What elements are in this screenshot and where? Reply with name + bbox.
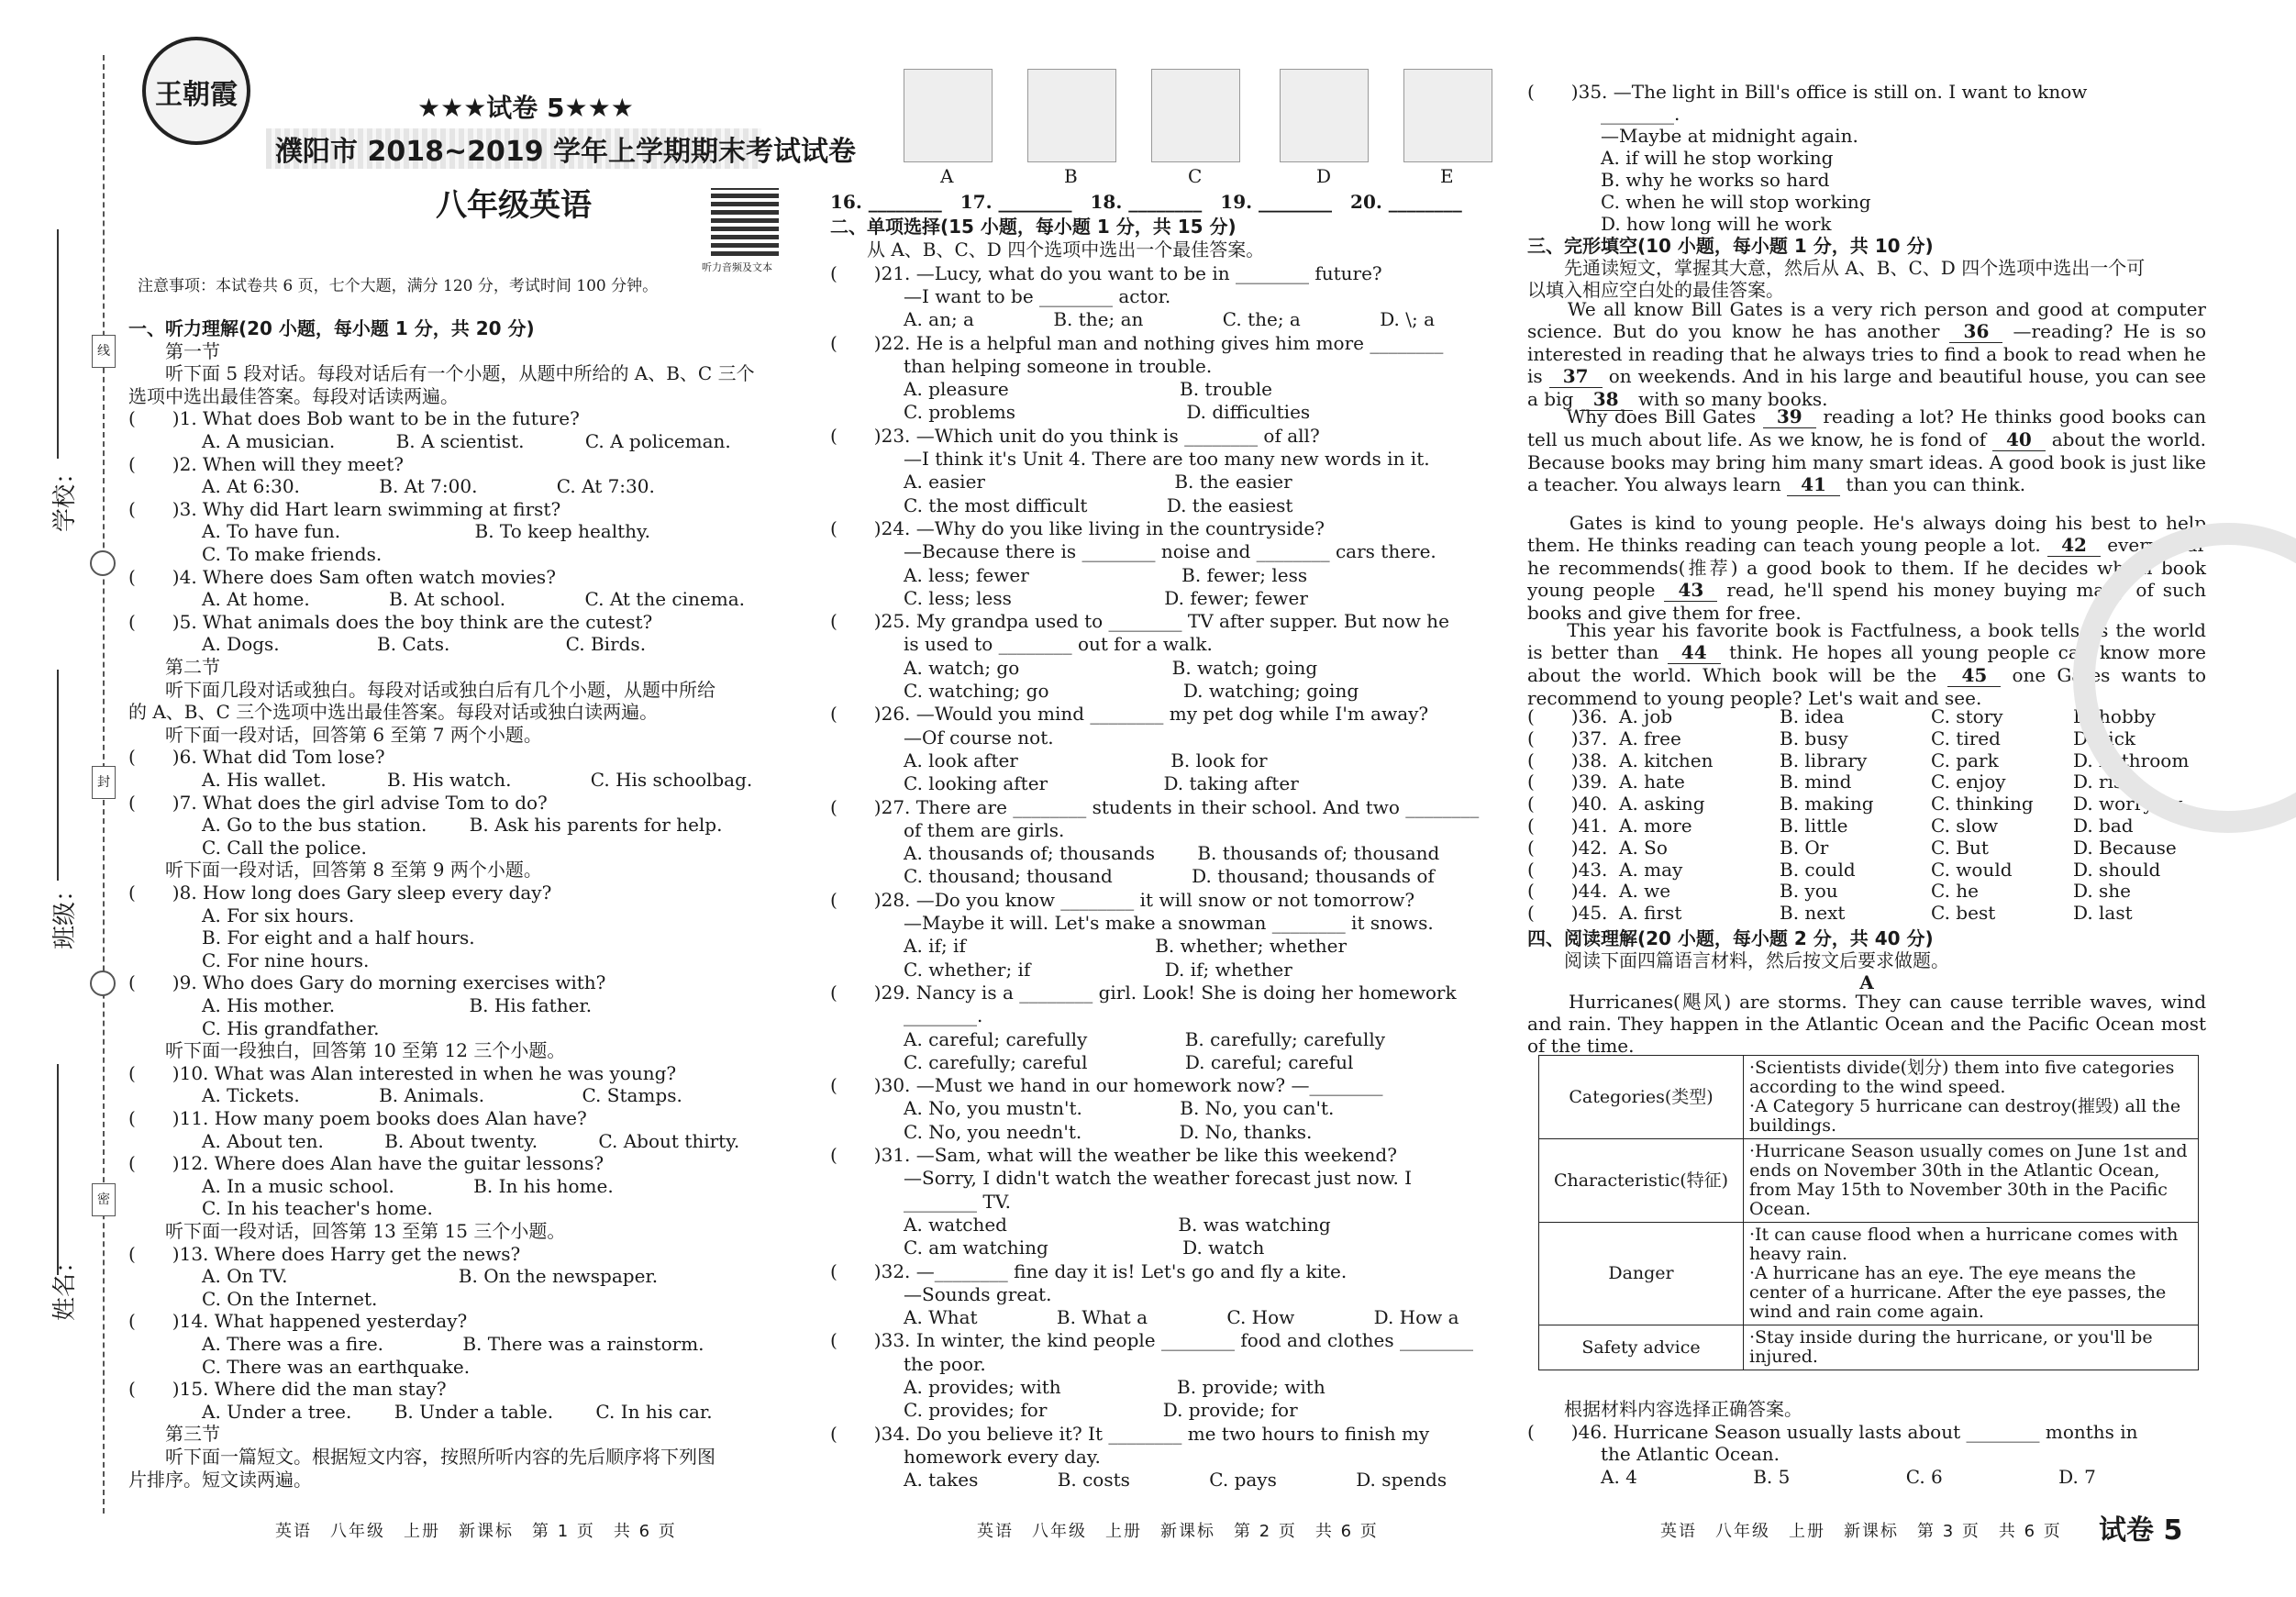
paper-badge: 试卷 5 xyxy=(2099,1514,2183,1547)
question-line: A. if will he stop working xyxy=(1527,147,1834,169)
question-line: C. provides; for D. provide; for xyxy=(830,1399,1298,1422)
question-line: —Of course not. xyxy=(830,726,1054,749)
cloze-text: Why does Bill Gates xyxy=(1527,405,1763,427)
question-line: A. pleasure B. trouble xyxy=(830,378,1272,401)
question-line: 听下面一段对话，回答第 13 至第 15 三个小题。 xyxy=(128,1220,566,1242)
question-line: ( )6. What did Tom lose? xyxy=(128,746,385,769)
margin-tag-line: 线 xyxy=(92,335,116,368)
question-line: C. looking after D. taking after xyxy=(830,772,1299,795)
question-line: 一、听力理解(20 小题，每小题 1 分，共 20 分) xyxy=(128,317,535,339)
question-line: A. easier B. the easier xyxy=(830,471,1292,494)
question-line: 第二节 xyxy=(128,656,220,678)
question-line: C. Call the police. xyxy=(128,836,367,859)
question-line: ( )8. How long does Gary sleep every day? xyxy=(128,882,552,904)
question-line: of them are girls. xyxy=(830,818,1065,841)
footer-page-1: 英语 八年级 上册 新课标 第 1 页 共 6 页 xyxy=(275,1522,677,1541)
question-line: A. No, you mustn't. B. No, you can't. xyxy=(830,1097,1335,1120)
table-cell xyxy=(1744,1325,2199,1370)
answer-option[interactable]: D. risk xyxy=(2073,771,2135,793)
paper-number: ★★★试卷 5★★★ xyxy=(417,93,634,123)
answer-option[interactable]: D. bathroom xyxy=(2073,749,2190,771)
table-bullet: ·A hurricane has an eye. The eye means the center of a hurricane. After the eye passes, the wind and rain come again. xyxy=(1749,1263,2167,1322)
cloze-text: than you can think. xyxy=(1840,473,2026,495)
question-line: C. No, you needn't. D. No, thanks. xyxy=(830,1120,1313,1143)
answer-option[interactable]: B. Or xyxy=(1780,836,1829,859)
question-line: A. if; if B. whether; whether xyxy=(830,935,1348,958)
question-line: A. look after B. look for xyxy=(830,749,1268,771)
picture-label: E xyxy=(1440,165,1454,187)
question-line: ( )3. Why did Hart learn swimming at first? xyxy=(128,497,561,520)
answer-option[interactable]: D. hobby xyxy=(2073,705,2156,727)
cloze-text: one Gates wants to recommend to young people? Let's wait and see. xyxy=(1527,664,2206,709)
class-label: 班级： xyxy=(51,877,79,949)
answer-option[interactable]: A. may xyxy=(1619,858,1683,881)
table-cell xyxy=(1744,1056,2199,1139)
question-line: A. About ten. B. About twenty. C. About thirty. xyxy=(128,1129,740,1152)
picture-label: D xyxy=(1316,165,1332,187)
question-line: A. less; fewer B. fewer; less xyxy=(830,563,1308,586)
question-line: A. On TV. B. On the newspaper. xyxy=(128,1265,659,1288)
question-line: ( )1. What does Bob want to be in the future? xyxy=(128,407,580,430)
question-line: ( )7. What does the girl advise Tom to do? xyxy=(128,791,548,814)
answer-option[interactable]: C. best xyxy=(1931,902,1996,925)
name-label: 姓名： xyxy=(51,1248,79,1321)
question-line: 片排序。短文读两遍。 xyxy=(128,1468,312,1491)
answer-option[interactable]: A. job xyxy=(1619,705,1673,727)
cloze-text: every year he recommends(推荐) a good book to them. If he decides which book young people xyxy=(1527,534,2207,601)
answer-option[interactable]: D. she xyxy=(2073,880,2132,903)
cloze-blank: 40 xyxy=(1992,428,2046,451)
cloze-paragraph xyxy=(1527,298,2206,411)
answer-option[interactable]: A. asking xyxy=(1619,793,1705,815)
question-line: 听下面一段对话，回答第 6 至第 7 两个小题。 xyxy=(128,723,542,746)
question-line: homework every day. xyxy=(830,1445,1101,1468)
question-line: ( )12. Where does Alan have the guitar lessons? xyxy=(128,1152,605,1175)
question-line: C. There was an earthquake. xyxy=(128,1355,471,1378)
answer-option[interactable]: A. hate xyxy=(1619,771,1685,793)
question-line: 听下面一篇短文。根据短文内容，按照所听内容的先后顺序将下列图 xyxy=(128,1446,715,1468)
question-line: C. when he will stop working xyxy=(1527,191,1871,213)
question-line: —Sounds great. xyxy=(830,1282,1052,1305)
table-cell xyxy=(1744,1139,2199,1223)
question-line: C. His grandfather. xyxy=(128,1016,380,1039)
question-line: C. the most difficult D. the easiest xyxy=(830,494,1293,516)
hole-icon xyxy=(90,970,116,996)
question-number: ( )44. xyxy=(1527,880,1608,903)
class-fill-line xyxy=(57,670,59,881)
answer-option[interactable]: C. story xyxy=(1931,705,2003,727)
question-line: 选项中选出最佳答案。每段对话读两遍。 xyxy=(128,384,459,407)
question-number: ( )39. xyxy=(1527,771,1608,793)
table-bullet: ·A Category 5 hurricane can destroy(摧毁) all the buildings. xyxy=(1749,1096,2181,1136)
question-line: A. For six hours. xyxy=(128,904,355,926)
question-line: —Because there is ________ noise and ________ cars there. xyxy=(830,540,1436,563)
question-line: A. provides; with B. provide; with xyxy=(830,1376,1325,1398)
answer-option[interactable]: B. idea xyxy=(1780,705,1845,727)
question-line: 根据材料内容选择正确答案。 xyxy=(1527,1398,1802,1420)
cloze-blank: 39 xyxy=(1763,405,1816,428)
question-line: ( )35. —The light in Bill's office is still on. I want to know xyxy=(1527,81,2088,103)
reading-heading: 四、阅读理解(20 小题，每小题 2 分，共 40 分) xyxy=(1527,927,1934,949)
answer-option[interactable]: C. slow xyxy=(1931,815,1999,837)
question-line: 的 A、B、C 三个选项中选出最佳答案。每段对话或独白读两遍。 xyxy=(128,701,659,724)
question-line: ( )26. —Would you mind ________ my pet dog while I'm away? xyxy=(830,703,1429,726)
question-line: —Maybe it will. Let's make a snowman ________ it snows. xyxy=(830,912,1434,934)
question-line: ________ TV. xyxy=(830,1190,1012,1213)
cloze-blank: 44 xyxy=(1668,641,1721,664)
cloze-text: about the world. Because books may bring him many smart ideas. A good book is just like a teacher. You always learn xyxy=(1527,428,2206,495)
question-line: the poor. xyxy=(830,1352,986,1375)
answer-option[interactable]: C. But xyxy=(1931,836,1989,859)
question-line: A. At 6:30. B. At 7:00. C. At 7:30. xyxy=(128,475,655,498)
question-number: ( )40. xyxy=(1527,793,1608,815)
question-line: ( )9. Who does Gary do morning exercises with? xyxy=(128,971,606,994)
question-line: ( )28. —Do you know ________ it will snow or not tomorrow? xyxy=(830,888,1415,911)
qr-caption: 听力音频及文本 xyxy=(702,261,772,273)
answer-option[interactable]: D. sick xyxy=(2073,726,2136,749)
question-line: A. To have fun. B. To keep healthy. xyxy=(128,520,651,543)
question-line: C. carefully; careful D. careful; careful xyxy=(830,1050,1354,1073)
table-bullet: ·Stay inside during the hurricane, or you'll be injured. xyxy=(1749,1327,2153,1367)
question-line: C. For nine hours. xyxy=(128,948,370,971)
cloze-blank: 45 xyxy=(1947,664,2001,687)
name-fill-line xyxy=(57,1064,59,1275)
question-line: 三、完形填空(10 小题，每小题 1 分，共 10 分) xyxy=(1527,235,1934,257)
reading-heading: A xyxy=(1859,971,1874,993)
question-line: 二、单项选择(15 小题，每小题 1 分，共 15 分) xyxy=(830,216,1237,238)
question-line: A. thousands of; thousands B. thousands of; thousand xyxy=(830,842,1440,865)
question-line: C. On the Internet. xyxy=(128,1287,378,1310)
answer-option[interactable]: D. worrying xyxy=(2073,793,2183,815)
picture-a-basketball-icon xyxy=(904,69,993,162)
cloze-text: This year his favorite book is Factfulness, a book tells us the world is better than xyxy=(1527,619,2206,663)
question-number: ( )41. xyxy=(1527,815,1608,837)
cloze-text: think. He hopes all young people can know more about the world. Which book will be the xyxy=(1527,641,2206,686)
cloze-text: We all know Bill Gates is a very rich person and good at computer science. But do you know he has another xyxy=(1527,298,2206,342)
question-line: A. takes B. costs C. pays D. spends xyxy=(830,1469,1447,1492)
question-line: B. For eight and a half hours. xyxy=(128,926,475,949)
cloze-text: reading a lot? He thinks good books can tell us much about life. As we know, he is fond of xyxy=(1527,405,2206,450)
question-line: ( )30. —Must we hand in our homework now? —________ xyxy=(830,1074,1383,1097)
picture-label: A xyxy=(940,165,954,187)
answer-option[interactable]: A. first xyxy=(1619,902,1682,925)
cloze-text: Gates is kind to young people. He's always doing his best to help them. He thinks reading can teach young people a lot. xyxy=(1527,512,2206,556)
exam-subtitle: 八年级英语 xyxy=(436,187,592,224)
footer-page-2: 英语 八年级 上册 新课标 第 2 页 共 6 页 xyxy=(977,1522,1379,1541)
question-line: A. His wallet. B. His watch. C. His schoolbag. xyxy=(128,769,753,791)
cloze-text: read, he'll spend his money buying many of such books and give them for free. xyxy=(1527,579,2207,624)
hole-icon xyxy=(90,550,116,576)
question-line: 以填入相应空白处的最佳答案。 xyxy=(1527,279,1784,301)
answer-option[interactable]: B. mind xyxy=(1780,771,1852,793)
question-line: C. am watching D. watch xyxy=(830,1237,1265,1259)
picture-e-sleeping-icon xyxy=(1403,69,1492,162)
table-header-cell: Categories(类型) xyxy=(1539,1056,1744,1139)
question-line: A. His mother. B. His father. xyxy=(128,994,593,1016)
question-number: ( )37. xyxy=(1527,726,1608,749)
answer-option[interactable]: B. busy xyxy=(1780,726,1848,749)
question-line: A. Go to the bus station. B. Ask his parents for help. xyxy=(128,814,723,837)
question-line: ( )21. —Lucy, what do you want to be in ________ future? xyxy=(830,261,1382,284)
question-line: 第三节 xyxy=(128,1423,220,1446)
question-line: C. To make friends. xyxy=(128,543,383,565)
question-line: ( )34. Do you believe it? It ________ me two hours to finish my xyxy=(830,1422,1430,1445)
question-line: ________. xyxy=(1527,103,1680,125)
question-line: ( )14. What happened yesterday? xyxy=(128,1310,468,1333)
question-line: C. In his teacher's home. xyxy=(128,1197,433,1220)
answer-option[interactable]: C. would xyxy=(1931,858,2013,881)
question-line: A. watch; go B. watch; going xyxy=(830,656,1318,679)
question-line: A. Tickets. B. Animals. C. Stamps. xyxy=(128,1084,682,1107)
table-row xyxy=(1539,1325,2199,1370)
picture-answer-row: 16. ________ 17. ________ 18. ________ 19. ________ 20. ________ xyxy=(830,191,1462,213)
table-header-cell: Safety advice xyxy=(1539,1325,1744,1370)
answer-option[interactable]: C. park xyxy=(1931,749,1999,771)
picture-label: B xyxy=(1064,165,1078,187)
cloze-blank: 36 xyxy=(1949,320,2002,343)
reading-intro: Hurricanes(飓风) are storms. They can cause terrible waves, wind and rain. They happen in the Atlantic Ocean and the Pacific Ocean most of the time. xyxy=(1527,991,2206,1057)
question-line: ( )46. Hurricane Season usually lasts about ________ months in xyxy=(1527,1420,2138,1443)
question-line: ( )5. What animals does the boy think are the cutest? xyxy=(128,610,653,633)
cloze-blank: 41 xyxy=(1787,473,1840,496)
question-line: 听下面一段对话，回答第 8 至第 9 两个小题。 xyxy=(128,859,542,882)
answer-option[interactable]: C. thinking xyxy=(1931,793,2034,815)
question-line: ( )23. —Which unit do you think is ________ of all? xyxy=(830,424,1320,447)
question-line: —I want to be ________ actor. xyxy=(830,284,1171,307)
question-line: ( )24. —Why do you like living in the countryside? xyxy=(830,516,1325,539)
question-line: ( )4. Where does Sam often watch movies? xyxy=(128,565,556,588)
question-line: than helping someone in trouble. xyxy=(830,354,1213,377)
question-line: ________. xyxy=(830,1004,983,1027)
table-bullet: ·It can cause flood when a hurricane comes with heavy rain. xyxy=(1749,1225,2179,1264)
question-line: A. There was a fire. B. There was a rainstorm. xyxy=(128,1333,704,1355)
picture-c-family-icon xyxy=(1151,69,1240,162)
question-line: C. whether; if D. if; whether xyxy=(830,958,1292,981)
question-line: ( )15. Where did the man stay? xyxy=(128,1378,447,1401)
answer-option[interactable]: D. should xyxy=(2073,858,2161,881)
answer-option[interactable]: A. kitchen xyxy=(1619,749,1714,771)
question-line: A. an; a B. the; an C. the; a D. \; a xyxy=(830,308,1435,331)
question-line: —I think it's Unit 4. There are too many new words in it. xyxy=(830,448,1430,470)
answer-option[interactable]: B. you xyxy=(1780,880,1838,903)
question-line: 第一节 xyxy=(128,339,220,362)
cloze-blank: 43 xyxy=(1664,579,1717,602)
answer-option[interactable]: C. he xyxy=(1931,880,1980,903)
answer-option[interactable]: D. bad xyxy=(2073,815,2134,837)
question-line: D. how long will he work xyxy=(1527,213,1832,235)
margin-tag-secret: 密 xyxy=(92,1183,116,1216)
margin-tag-seal: 封 xyxy=(92,766,116,799)
question-line: A. Under a tree. B. Under a table. C. In his car. xyxy=(128,1400,713,1423)
answer-option[interactable]: C. tired xyxy=(1931,726,2001,749)
picture-d-computer-icon xyxy=(1280,69,1369,162)
table-bullet: ·Hurricane Season usually comes on June 1st and ends on November 30th in the Atlantic Ocean, from May 15th to November 30th in the Pacific Ocean. xyxy=(1749,1141,2188,1219)
question-number: ( )42. xyxy=(1527,836,1608,859)
answer-option[interactable]: C. enjoy xyxy=(1931,771,2006,793)
question-line: 先通读短文，掌握其大意，然后从 A、B、C、D 四个选项中选出一个可 xyxy=(1527,257,2146,279)
question-line: the Atlantic Ocean. xyxy=(1527,1443,1780,1465)
brand-logo-text: 王朝霞 xyxy=(155,79,238,111)
cloze-blank: 37 xyxy=(1549,365,1603,388)
question-line: ( )13. Where does Harry get the news? xyxy=(128,1242,521,1265)
question-line: C. watching; go D. watching; going xyxy=(830,680,1359,702)
answer-option[interactable]: B. could xyxy=(1780,858,1856,881)
question-line: —Maybe at midnight again. xyxy=(1527,125,1858,147)
cloze-text: —reading? He is so interested in reading that he always tries to find a book to read when he is xyxy=(1527,320,2206,387)
cloze-paragraph xyxy=(1527,405,2206,496)
page-2-column xyxy=(830,0,1500,1597)
question-line: A. Dogs. B. Cats. C. Birds. xyxy=(128,633,647,656)
question-line: 听下面几段对话或独白。每段对话或独白后有几个小题，从题中所给 xyxy=(128,678,715,701)
question-line: ( )32. —________ fine day it is! Let's go and fly a kite. xyxy=(830,1259,1348,1282)
answer-option[interactable]: B. next xyxy=(1780,902,1846,925)
question-line: A. A musician. B. A scientist. C. A policeman. xyxy=(128,430,731,452)
question-line: ( )29. Nancy is a ________ girl. Look! She is doing her homework xyxy=(830,981,1457,1004)
answer-option[interactable]: A. we xyxy=(1619,880,1671,903)
question-line: A. In a music school. B. In his home. xyxy=(128,1174,614,1197)
question-line: —Sorry, I didn't watch the weather forecast just now. I xyxy=(830,1167,1413,1190)
question-line: ( )11. How many poem books does Alan have? xyxy=(128,1107,587,1129)
question-line: C. thousand; thousand D. thousand; thousands of xyxy=(830,865,1435,888)
question-line: C. problems D. difficulties xyxy=(830,401,1311,424)
question-line: ( )10. What was Alan interested in when he was young? xyxy=(128,1061,677,1084)
answer-option[interactable]: B. making xyxy=(1780,793,1874,815)
school-label: 学校： xyxy=(51,460,79,532)
hurricane-table xyxy=(1538,1055,2199,1370)
cloze-text: with so many books. xyxy=(1632,388,1828,410)
exam-title: 濮阳市 2018~2019 学年上学期期末考试试卷 xyxy=(275,136,857,168)
question-line: ( )27. There are ________ students in their school. And two ________ xyxy=(830,795,1480,818)
school-fill-line xyxy=(57,229,59,459)
question-line: ( )31. —Sam, what will the weather be like this weekend? xyxy=(830,1144,1397,1166)
question-line: C. less; less D. fewer; fewer xyxy=(830,586,1308,609)
question-line: ( )2. When will they meet? xyxy=(128,452,405,475)
question-line: 听下面 5 段对话。每段对话后有一个小题，从题中所给的 A、B、C 三个 xyxy=(128,362,755,385)
question-line: 听下面一段独白，回答第 10 至第 12 三个小题。 xyxy=(128,1039,566,1062)
question-number: ( )45. xyxy=(1527,902,1608,925)
table-header-cell: Characteristic(特征) xyxy=(1539,1139,1744,1223)
cloze-blank: 42 xyxy=(2047,534,2101,557)
page-1-column xyxy=(128,0,812,1597)
answer-option[interactable]: A. free xyxy=(1619,726,1681,749)
question-line: ( )33. In winter, the kind people ________ food and clothes ________ xyxy=(830,1329,1473,1352)
answer-option[interactable]: A. So xyxy=(1619,836,1668,859)
question-number: ( )43. xyxy=(1527,858,1608,881)
cloze-text: on weekends. And in his large and beautiful house, you can see a big xyxy=(1527,365,2206,410)
question-line: A. At home. B. At school. C. At the cinema. xyxy=(128,588,745,611)
question-line: ( )25. My grandpa used to ________ TV after supper. But now he xyxy=(830,610,1449,633)
question-line: A. What B. What a C. How D. How a xyxy=(830,1306,1459,1329)
question-line: is used to ________ out for a walk. xyxy=(830,633,1213,656)
answer-option[interactable]: B. little xyxy=(1780,815,1848,837)
question-number: ( )38. xyxy=(1527,749,1608,771)
answer-option[interactable]: D. Because xyxy=(2073,836,2177,859)
reading-heading: 阅读下面四篇语言材料，然后按文后要求做题。 xyxy=(1527,949,1949,971)
table-cell xyxy=(1744,1223,2199,1325)
table-row xyxy=(1539,1056,2199,1139)
picture-label: C xyxy=(1188,165,1203,187)
question-line: A. watched B. was watching xyxy=(830,1213,1331,1236)
question-line: B. why he works so hard xyxy=(1527,169,1830,191)
question-line: 从 A、B、C、D 四个选项中选出一个最佳答案。 xyxy=(830,238,1265,261)
table-bullet: ·Scientists divide(划分) them into five categories according to the wind speed. xyxy=(1749,1058,2175,1097)
exam-notice: 注意事项：本试卷共 6 页，七个大题，满分 120 分，考试时间 100 分钟。 xyxy=(138,277,659,295)
table-row xyxy=(1539,1223,2199,1325)
footer-page-3: 英语 八年级 上册 新课标 第 3 页 共 6 页 xyxy=(1660,1522,2062,1541)
question-line: ( )22. He is a helpful man and nothing gives him more ________ xyxy=(830,331,1444,354)
question-number: ( )36. xyxy=(1527,705,1608,727)
table-header-cell: Danger xyxy=(1539,1223,1744,1325)
question-line: A. careful; carefully B. carefully; carefully xyxy=(830,1027,1386,1050)
answer-option[interactable]: B. library xyxy=(1780,749,1868,771)
cloze-blank: 38 xyxy=(1580,388,1633,411)
binding-margin xyxy=(0,0,115,1597)
table-row xyxy=(1539,1139,2199,1223)
answer-option[interactable]: D. last xyxy=(2073,902,2133,925)
answer-option[interactable]: A. more xyxy=(1619,815,1692,837)
picture-b-reading-icon xyxy=(1027,69,1116,162)
question-line: A. 4 B. 5 C. 6 D. 7 xyxy=(1527,1465,2096,1488)
